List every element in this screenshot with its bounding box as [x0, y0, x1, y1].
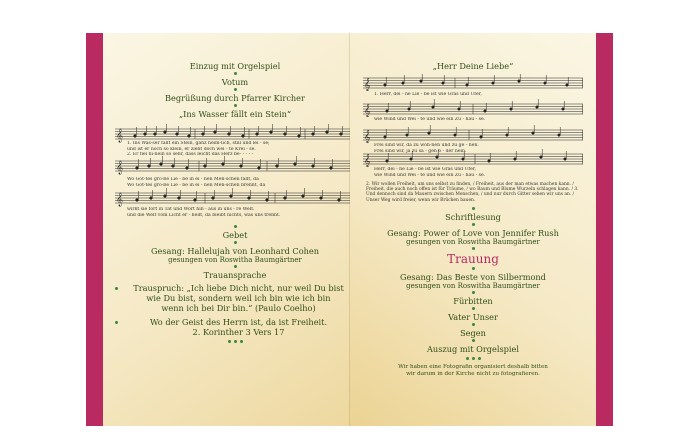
- end-dots: [350, 357, 596, 360]
- separator-dot: [234, 225, 237, 228]
- program-item-gesang-hallelujah: Gesang: Hallelujah von Leonhard Cohen: [150, 246, 320, 256]
- svg-text:𝄞: 𝄞: [116, 160, 124, 174]
- program-item-fuerbitten: Fürbitten: [453, 295, 493, 306]
- svg-text:𝄞: 𝄞: [364, 130, 371, 143]
- program-item-segen: Segen: [460, 327, 486, 338]
- svg-text:𝄞: 𝄞: [116, 128, 124, 142]
- sheet-music: [360, 74, 586, 178]
- svg-text:𝄞: 𝄞: [364, 104, 371, 117]
- bible-verse-text: Wo der Geist des Herrn ist, da ist Freiheit. 2. Korinther 3 Vers 17: [149, 317, 328, 337]
- bullet-dot: [115, 287, 118, 290]
- separator-dot: [472, 247, 475, 250]
- sheet-music: [113, 123, 357, 223]
- program-item-votum: Votum: [221, 77, 249, 87]
- separator-dot: [472, 207, 475, 210]
- svg-text:𝄞: 𝄞: [364, 154, 371, 167]
- right-program: [350, 61, 596, 378]
- lyric-line: und ist er noch so klein, er zieht doch wei - te Krei - se.: [127, 146, 256, 152]
- program-item-power-of-love: Gesang: Power of Love von Jennifer Rush: [387, 227, 559, 238]
- program-item-vater-unser: Vater Unser: [448, 311, 498, 322]
- lyric-line: Frei sind wir, ja zu sa - gen o - der nein.: [374, 148, 467, 154]
- lyric-line: und die Welt vom Licht er - hellt, da bleibt nichts, was uns trennt.: [127, 212, 281, 218]
- song-verses-note: 2. Wir wollen Freiheit, um uns selbst zu finden, / Freiheit, aus der man etwas machen kann. / Freiheit, die auch noch offen ist für Träume, / wo Baum und Blume Wurzeln schlagen kann. / 3. Und dennoch sind da Mauern zwischen Menschen, / und nur durch Gitter sehen wir uns an. / Unser Weg wird freier, wenn wir Brücken bauen.: [366, 182, 579, 203]
- lyric-line: Herr, dei - ne Lie - be ist wie Gras und Ufer,: [374, 167, 476, 172]
- lyric-line: 1. Herr, dei - ne Lie - be ist wie Gras und Ufer,: [374, 92, 482, 97]
- lyric-line: 1. Ins Was-ser fällt ein Stein, ganz heim-lich, still und lei - se;: [127, 141, 270, 146]
- left-program: [103, 61, 367, 343]
- program-item-einzug: Einzug mit Orgelspiel: [189, 61, 281, 71]
- performer-note: gesungen von Roswitha Baumgärtner: [406, 281, 540, 290]
- end-dots: [103, 340, 367, 343]
- song-lyrics: [113, 141, 357, 223]
- song-lyrics: [360, 76, 586, 178]
- lyric-line: wirkt sie fort in Tat und Wort hin - aus in uns - re Welt.: [127, 207, 255, 212]
- separator-dot: [472, 291, 475, 294]
- svg-text:𝄞: 𝄞: [116, 192, 124, 206]
- lyric-line: Wo Got-tes gro-ße Lie - be in ei - nen Men-schen fällt, da: [127, 177, 259, 182]
- separator-dot: [472, 267, 475, 270]
- program-item-trauung: Trauung: [447, 251, 499, 266]
- song-title: „Ins Wasser fällt ein Stein“: [178, 109, 292, 119]
- bullet-trauspruch: [103, 283, 367, 313]
- separator-dot: [472, 307, 475, 310]
- lyric-line: Wo Got-tes gro-ße Lie - be in ei - nen Men-schen brennt, da: [127, 182, 266, 188]
- bullet-dot: [115, 321, 118, 324]
- separator-dot: [234, 265, 237, 268]
- lyric-line: wie Wind und Wei - te und wie ein Zu - hau - se.: [374, 117, 486, 122]
- left-page: [86, 33, 367, 426]
- program-item-schriftlesung: Schriftlesung: [445, 211, 501, 222]
- program-item-gebet: Gebet: [222, 230, 248, 240]
- separator-dot: [234, 104, 237, 107]
- separator-dot: [234, 72, 237, 75]
- program-item-trauansprache: Trauansprache: [203, 270, 267, 280]
- trauspruch-text: Trauspruch: „Ich liebe Dich nicht, nur weil Du bist wie Du bist, sondern weil ich bin wie ich bin wenn ich bei Dir bin.“ (Paulo Coelho): [133, 283, 344, 313]
- program-item-das-beste: Gesang: Das Beste von Silbermond: [400, 271, 546, 282]
- photo-notice: Wir haben eine Fotografin organisiert deshalb bitten wir darum in der Kirche nicht zu fotografieren.: [398, 363, 548, 377]
- performer-note: gesungen von Roswitha Baumgärtner: [406, 237, 540, 246]
- separator-dot: [472, 339, 475, 342]
- lyric-line: Frei sind wir, da zu woh-nen und zu ge - hen.: [374, 143, 479, 148]
- separator-dot: [472, 323, 475, 326]
- separator-dot: [234, 88, 237, 91]
- lyric-line: wie Wind und Wei - te und wie ein Zu - hau - se.: [374, 172, 486, 178]
- program-item-begruessung: Begrüßung durch Pfarrer Kircher: [165, 93, 305, 103]
- program-item-auszug: Auszug mit Orgelspiel: [427, 343, 519, 354]
- svg-text:𝄞: 𝄞: [364, 78, 371, 91]
- separator-dot: [234, 241, 237, 244]
- separator-dot: [472, 223, 475, 226]
- performer-note: gesungen von Roswitha Baumgärtner: [168, 256, 302, 264]
- bullet-bible-verse: [103, 317, 367, 337]
- song-title: „Herr Deine Liebe“: [432, 61, 514, 71]
- right-page: [350, 33, 613, 426]
- lyric-line: 2. Er fiel hi-nein so sehr, dass leicht das Herz be- - - - -: [127, 152, 254, 157]
